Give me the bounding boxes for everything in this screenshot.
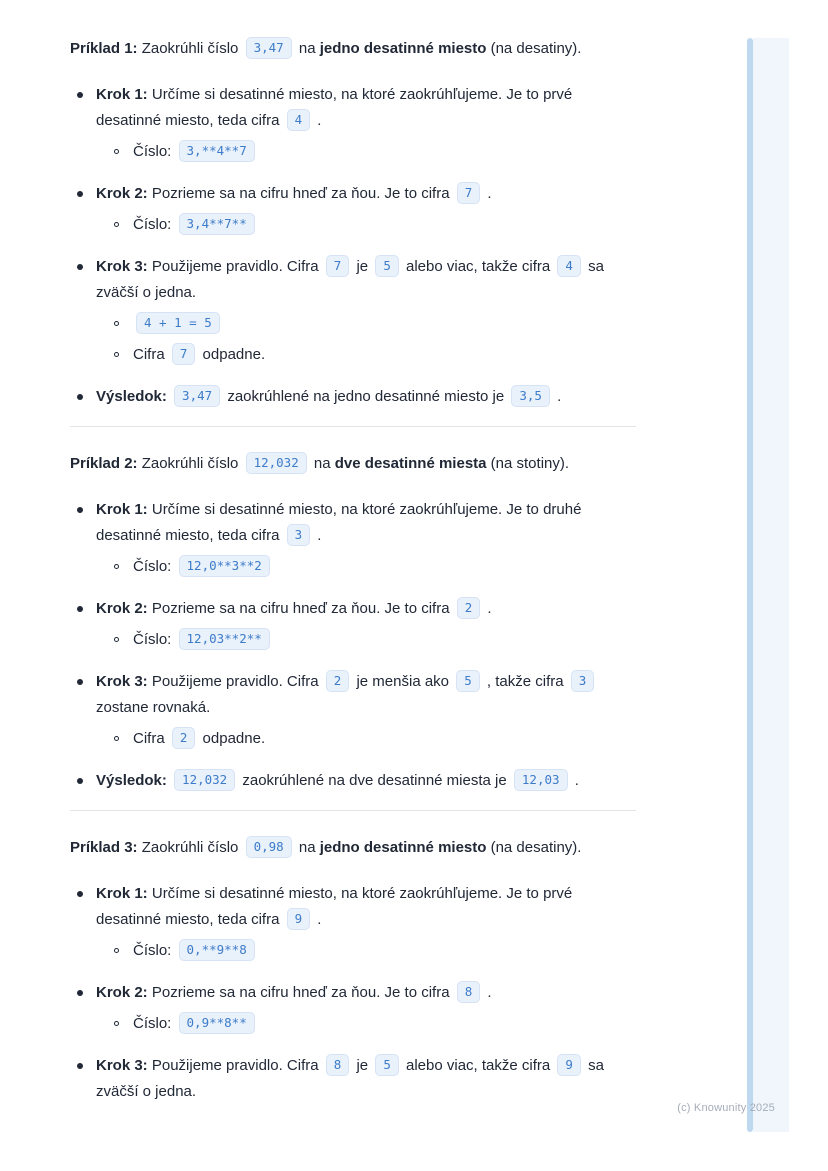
scrollbar-track[interactable]	[753, 38, 789, 1132]
text-run: na	[309, 455, 335, 472]
text-run: sa zväčší o jedna.	[96, 1057, 604, 1100]
text-run: Cifra	[133, 346, 169, 363]
steps-list	[70, 881, 636, 1105]
text-run: sa zväčší o jedna.	[96, 258, 604, 301]
substeps-list	[96, 139, 636, 165]
substeps-list	[96, 726, 636, 752]
code-badge: 12,032	[174, 769, 235, 791]
code-badge: 7	[457, 182, 481, 204]
code-badge: 12,032	[246, 452, 307, 474]
text-run: (na desatiny).	[486, 839, 582, 856]
bullet-icon	[77, 778, 83, 784]
substep-item	[96, 342, 636, 368]
text-run: .	[483, 984, 492, 1001]
bullet-icon	[77, 191, 83, 197]
text-run: na	[294, 839, 320, 856]
code-badge: 9	[287, 908, 311, 930]
text-run: Zaokrúhli číslo	[137, 40, 243, 57]
step-item	[70, 181, 636, 238]
text-run: Pozrieme sa na cifru hneď za ňou. Je to cifra	[147, 185, 454, 202]
circle-bullet-icon	[114, 352, 119, 357]
code-badge: 5	[456, 670, 480, 692]
bullet-icon	[77, 990, 83, 996]
text-run: (na stotiny).	[486, 455, 570, 472]
substeps-list	[96, 212, 636, 238]
text-run: je	[352, 258, 373, 275]
code-badge: 3,47	[174, 385, 220, 407]
bullet-icon	[77, 1063, 83, 1069]
circle-bullet-icon	[114, 321, 119, 326]
code-badge: 3	[571, 670, 595, 692]
bold-text: Krok 3:	[96, 1057, 148, 1074]
text-run: je	[352, 1057, 373, 1074]
text-run: .	[313, 112, 322, 129]
text-run: Číslo:	[133, 631, 176, 648]
bold-text: Krok 1:	[96, 86, 148, 103]
text-run: odpadne.	[198, 346, 266, 363]
text-run: Zaokrúhli číslo	[137, 839, 243, 856]
bullet-icon	[77, 606, 83, 612]
circle-bullet-icon	[114, 736, 119, 741]
text-run: Číslo:	[133, 1015, 176, 1032]
text-run	[167, 388, 171, 405]
bold-text: Výsledok:	[96, 388, 167, 405]
text-run: Určíme si desatinné miesto, na ktoré zaokrúhľujeme. Je to prvé desatinné miesto, teda cifra	[96, 86, 573, 129]
text-run: je menšia ako	[352, 673, 454, 690]
text-run: .	[552, 388, 562, 405]
substep-item	[96, 554, 636, 580]
text-run: Cifra	[133, 730, 169, 747]
step-item	[70, 497, 636, 580]
substep-item	[96, 938, 636, 964]
substeps-list	[96, 938, 636, 964]
text-run: Pozrieme sa na cifru hneď za ňou. Je to cifra	[147, 984, 454, 1001]
bold-text: Príklad 3:	[70, 839, 138, 856]
substep-item	[96, 139, 636, 165]
step-item	[70, 768, 636, 794]
bold-text: Krok 2:	[96, 600, 148, 617]
text-run: Určíme si desatinné miesto, na ktoré zaokrúhľujeme. Je to prvé desatinné miesto, teda cifra	[96, 885, 573, 928]
code-badge: 3,5	[511, 385, 550, 407]
text-run: alebo viac, takže cifra	[401, 1057, 555, 1074]
code-badge: 0,**9**8	[179, 939, 255, 961]
circle-bullet-icon	[114, 564, 119, 569]
code-badge: 3,4**7**	[179, 213, 255, 235]
example-intro	[70, 835, 636, 861]
bold-text: Krok 3:	[96, 258, 148, 275]
code-badge: 0,98	[246, 836, 292, 858]
text-run: .	[570, 772, 579, 789]
example-section	[70, 36, 636, 410]
code-badge: 2	[457, 597, 481, 619]
step-item	[70, 669, 636, 752]
circle-bullet-icon	[114, 637, 119, 642]
section-divider	[70, 810, 636, 811]
text-run: Číslo:	[133, 942, 176, 959]
bullet-icon	[77, 507, 83, 513]
code-badge: 2	[172, 727, 196, 749]
code-badge: 12,03**2**	[179, 628, 270, 650]
bold-text: jedno desatinné miesto	[319, 839, 487, 856]
code-badge: 4 + 1 = 5	[136, 312, 220, 334]
text-run: .	[313, 911, 322, 928]
text-run: Určíme si desatinné miesto, na ktoré zaokrúhľujeme. Je to druhé desatinné miesto, teda cifra	[96, 501, 582, 544]
bullet-icon	[77, 891, 83, 897]
text-run: .	[483, 185, 492, 202]
text-run: Zaokrúhli číslo	[137, 455, 243, 472]
substep-item	[96, 311, 636, 337]
substeps-list	[96, 1011, 636, 1037]
step-item	[70, 596, 636, 653]
scrollbar-thumb[interactable]	[747, 38, 753, 1132]
code-badge: 3,47	[246, 37, 292, 59]
circle-bullet-icon	[114, 1021, 119, 1026]
substep-item	[96, 212, 636, 238]
substep-item	[96, 627, 636, 653]
substeps-list	[96, 627, 636, 653]
document-content	[70, 36, 636, 1121]
text-run	[167, 772, 171, 789]
steps-list	[70, 497, 636, 794]
bold-text: Krok 1:	[96, 501, 148, 518]
text-run: Číslo:	[133, 143, 176, 160]
bullet-icon	[77, 264, 83, 270]
bold-text: jedno desatinné miesto	[319, 40, 487, 57]
text-run: Použijeme pravidlo. Cifra	[147, 673, 323, 690]
code-badge: 3,**4**7	[179, 140, 255, 162]
code-badge: 4	[557, 255, 581, 277]
bold-text: Výsledok:	[96, 772, 167, 789]
bold-text: Krok 1:	[96, 885, 148, 902]
step-item	[70, 82, 636, 165]
bullet-icon	[77, 679, 83, 685]
code-badge: 9	[557, 1054, 581, 1076]
step-item	[70, 384, 636, 410]
bold-text: Krok 2:	[96, 984, 148, 1001]
text-run: Použijeme pravidlo. Cifra	[147, 1057, 323, 1074]
code-badge: 5	[375, 255, 399, 277]
example-section	[70, 835, 636, 1105]
bold-text: Krok 3:	[96, 673, 148, 690]
example-intro	[70, 451, 636, 477]
substeps-list	[96, 311, 636, 368]
bold-text: Príklad 2:	[70, 455, 138, 472]
code-badge: 12,03	[514, 769, 568, 791]
bold-text: dve desatinné miesta	[334, 455, 487, 472]
step-item	[70, 1053, 636, 1105]
code-badge: 12,0**3**2	[179, 555, 270, 577]
text-run: (na desatiny).	[486, 40, 582, 57]
text-run: .	[313, 527, 322, 544]
code-badge: 7	[326, 255, 350, 277]
text-run: Použijeme pravidlo. Cifra	[147, 258, 323, 275]
code-badge: 2	[326, 670, 350, 692]
substep-item	[96, 1011, 636, 1037]
code-badge: 4	[287, 109, 311, 131]
step-item	[70, 254, 636, 368]
code-badge: 8	[326, 1054, 350, 1076]
bold-text: Príklad 1:	[70, 40, 138, 57]
text-run: zaokrúhlené na dve desatinné miesta je	[238, 772, 511, 789]
example-intro	[70, 36, 636, 62]
circle-bullet-icon	[114, 948, 119, 953]
substep-item	[96, 726, 636, 752]
text-run: zostane rovnaká.	[96, 699, 211, 716]
example-section	[70, 451, 636, 794]
section-divider	[70, 426, 636, 427]
circle-bullet-icon	[114, 149, 119, 154]
bullet-icon	[77, 394, 83, 400]
substeps-list	[96, 554, 636, 580]
code-badge: 3	[287, 524, 311, 546]
code-badge: 0,9**8**	[179, 1012, 255, 1034]
steps-list	[70, 82, 636, 410]
code-badge: 5	[375, 1054, 399, 1076]
code-badge: 7	[172, 343, 196, 365]
code-badge: 8	[457, 981, 481, 1003]
text-run: na	[294, 40, 320, 57]
text-run: Číslo:	[133, 558, 176, 575]
text-run: Pozrieme sa na cifru hneď za ňou. Je to cifra	[147, 600, 454, 617]
text-run: alebo viac, takže cifra	[401, 258, 555, 275]
circle-bullet-icon	[114, 222, 119, 227]
text-run: .	[483, 600, 492, 617]
bullet-icon	[77, 92, 83, 98]
copyright-text: (c) Knowunity 2025	[677, 1102, 775, 1114]
text-run: , takže cifra	[482, 673, 568, 690]
text-run: odpadne.	[198, 730, 266, 747]
text-run: Číslo:	[133, 216, 176, 233]
bold-text: Krok 2:	[96, 185, 148, 202]
text-run: zaokrúhlené na jedno desatinné miesto je	[223, 388, 509, 405]
step-item	[70, 980, 636, 1037]
step-item	[70, 881, 636, 964]
